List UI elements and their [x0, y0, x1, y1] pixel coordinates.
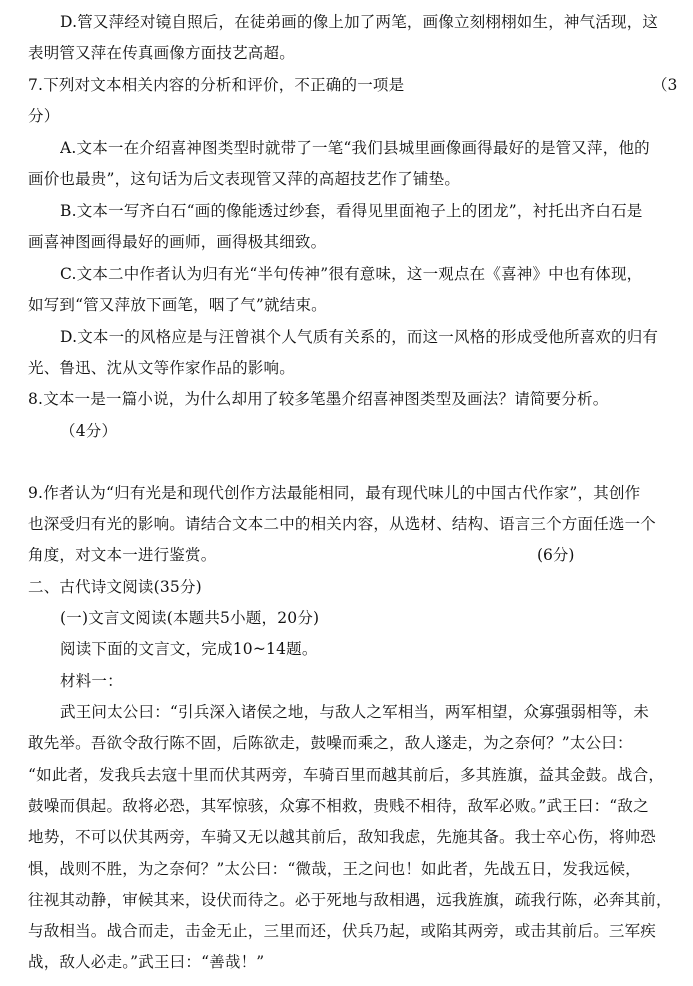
question-7-stem: 7.下列对文本相关内容的分析和评价，不正确的一项是: [28, 76, 405, 94]
question-9-score: (6分): [537, 546, 575, 564]
classical-text-line-6: 惧，战则不胜，为之奈何？”太公曰：“微哉，王之问也！如此者，先战五日，发我远候，: [28, 860, 641, 878]
question-8-score: （4分）: [60, 422, 118, 440]
classical-text-line-1: 武王问太公曰：“引兵深入诸侯之地，与敌人之军相当，两军相望，众寡强弱相等，未: [60, 703, 650, 721]
q7-option-d-line-1: D.文本一的风格应是与汪曾祺个人气质有关系的，而这一风格的形成受他所喜欢的归有: [60, 328, 659, 346]
question-7-score-cont: 分）: [28, 107, 60, 125]
classical-text-line-5: 地势，不可以伏其两旁，车骑又无以越其前后，敌知我虑，先施其备。我士卒心伤，将帅恐: [28, 828, 657, 846]
question-9-line-2: 也深受归有光的影响。请结合文本二中的相关内容，从选材、结构、语言三个方面任选一个: [28, 515, 657, 533]
classical-text-line-4: 鼓噪而俱起。敌将必恐，其军惊骇，众寡不相救，贵贱不相待，敌军必败。”武王曰：“敌之: [28, 797, 649, 815]
reading-instruction: 阅读下面的文言文，完成10~14题。: [60, 640, 318, 658]
classical-text-line-9: 战，敌人必走。”武王曰：“善哉！”: [28, 953, 265, 971]
option-d-line-1: D.管又萍经对镜自照后，在徒弟画的像上加了两笔，画像立刻栩栩如生，神气活现，这: [60, 13, 659, 31]
material-1-label: 材料一：: [60, 672, 123, 690]
q7-option-b-line-1: B.文本一写齐白石“画的像能透过纱套，看得见里面袍子上的团龙”，衬托出齐白石是: [60, 202, 643, 220]
question-8-stem: 8.文本一是一篇小说，为什么却用了较多笔墨介绍喜神图类型及画法？请简要分析。: [28, 390, 609, 408]
section-2-heading: 二、古代诗文阅读(35分): [28, 578, 202, 596]
classical-text-line-3: “如此者，发我兵去寇十里而伏其两旁，车骑百里而越其前后，多其旌旗，益其金鼓。战合，: [28, 766, 665, 784]
q7-option-a-line-2: 画价也最贵”，这句话为后文表现管又萍的高超技艺作了铺垫。: [28, 170, 461, 188]
question-7-score: （3: [652, 76, 678, 94]
question-9-line-3: 角度，对文本一进行鉴赏。: [28, 546, 217, 564]
classical-text-line-7: 往视其动静，审候其来，设伏而待之。必于死地与敌相遇，远我旌旗，疏我行陈，必奔其前，: [28, 891, 672, 909]
classical-text-line-8: 与敌相当。战合而走，击金无止，三里而还，伏兵乃起，或陷其两旁，或击其前后。三军疾: [28, 922, 657, 940]
q7-option-c-line-1: C.文本二中作者认为归有光“半句传神”很有意味，这一观点在《喜神》中也有体现，: [60, 265, 643, 283]
q7-option-c-line-2: 如写到“管又萍放下画笔，咽了气”就结束。: [28, 296, 327, 314]
classical-text-line-2: 敢先举。吾欲令敌行陈不固，后陈欲走，鼓噪而乘之，敌人遂走，为之奈何？”太公曰：: [28, 734, 633, 752]
option-d-line-2: 表明管又萍在传真画像方面技艺高超。: [28, 44, 295, 62]
q7-option-b-line-2: 画喜神图画得最好的画师，画得极其细致。: [28, 233, 327, 251]
subsection-1-heading: (一)文言文阅读(本题共5小题，20分): [60, 609, 320, 627]
q7-option-d-line-2: 光、鲁迅、沈从文等作家作品的影响。: [28, 359, 295, 377]
question-9-line-1: 9.作者认为“归有光是和现代创作方法最能相同，最有现代味儿的中国古代作家”，其创作: [28, 484, 641, 502]
q7-option-a-line-1: A.文本一在介绍喜神图类型时就带了一笔“我们县城里画像画得最好的是管又萍，他的: [60, 139, 650, 157]
